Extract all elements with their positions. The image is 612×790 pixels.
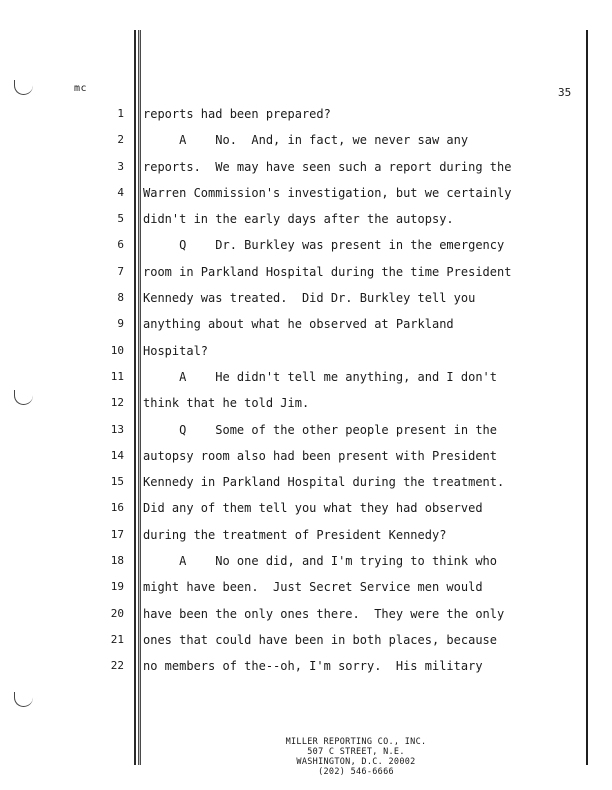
line-number: 16 [110,501,124,515]
punch-hole-mark [14,80,33,95]
transcript-line: autopsy room also had been present with President [143,448,498,463]
transcript-line: have been the only ones there. They were the only [143,606,505,621]
transcript-line: A No one did, and I'm trying to think who [143,554,498,569]
transcript-line: anything about what he observed at Parkland [143,317,454,332]
transcript-line: no members of the--oh, I'm sorry. His military [143,659,483,674]
left-margin-rule [139,30,140,765]
line-number: 8 [117,291,124,305]
transcript-line: think that he told Jim. [143,396,310,411]
line-number: 12 [110,396,124,410]
left-margin-rule [134,30,136,765]
transcript-line: room in Parkland Hospital during the time President [143,264,512,279]
reporter-footer [236,737,476,777]
line-number: 5 [117,212,124,226]
line-number: 1 [117,107,124,120]
line-number: 22 [110,659,124,673]
transcript-line: Warren Commission's investigation, but we certainly [143,185,512,200]
line-number: 14 [110,448,124,462]
punch-hole-mark [14,390,33,405]
transcript-body [143,104,583,683]
transcript-line: during the treatment of President Kennedy? [143,527,447,542]
line-number: 9 [117,317,124,331]
line-number: 11 [110,369,124,383]
line-number: 15 [110,475,124,489]
transcript-line: didn't in the early days after the autopsy. [143,212,454,227]
transcript-line: might have been. Just Secret Service men would [143,580,483,595]
line-number: 4 [117,185,124,199]
line-number: 19 [110,580,124,594]
transcript-line: A He didn't tell me anything, and I don't [143,369,498,384]
transcript-line: Hospital? [143,343,209,358]
line-number: 7 [117,264,124,278]
transcript-line: Kennedy in Parkland Hospital during the treatment. [143,475,505,490]
transcript-line: Kennedy was treated. Did Dr. Burkley tell you [143,291,476,306]
right-margin-rule [586,30,588,765]
transcript-line: reports had been prepared? [143,107,331,121]
page-number: 35 [558,86,572,99]
transcript-line: reports. We may have seen such a report during the [143,159,512,174]
line-number: 2 [117,133,124,147]
transcript-line: Q Some of the other people present in the [143,422,498,437]
transcript-line: Q Dr. Burkley was present in the emergency [143,238,505,253]
line-number: 3 [117,159,124,173]
line-number: 20 [110,606,124,620]
transcript-line: Did any of them tell you what they had observed [143,501,483,516]
line-number: 6 [117,238,124,252]
reporter-initials: mc [74,83,88,94]
line-number: 17 [110,527,124,541]
footer-company: MILLER REPORTING CO., INC. [285,737,427,747]
footer-phone: (202) 546-6666 [318,767,394,777]
line-number: 13 [110,422,124,436]
line-number: 21 [110,632,124,646]
line-number: 10 [110,343,124,357]
footer-city: WASHINGTON, D.C. 20002 [296,757,416,767]
line-numbers [100,104,124,683]
transcript-line: A No. And, in fact, we never saw any [143,133,469,148]
footer-street: 507 C STREET, N.E. [307,747,405,757]
punch-hole-mark [14,692,33,707]
line-number: 18 [110,554,124,568]
transcript-line: ones that could have been in both places, because [143,632,498,647]
